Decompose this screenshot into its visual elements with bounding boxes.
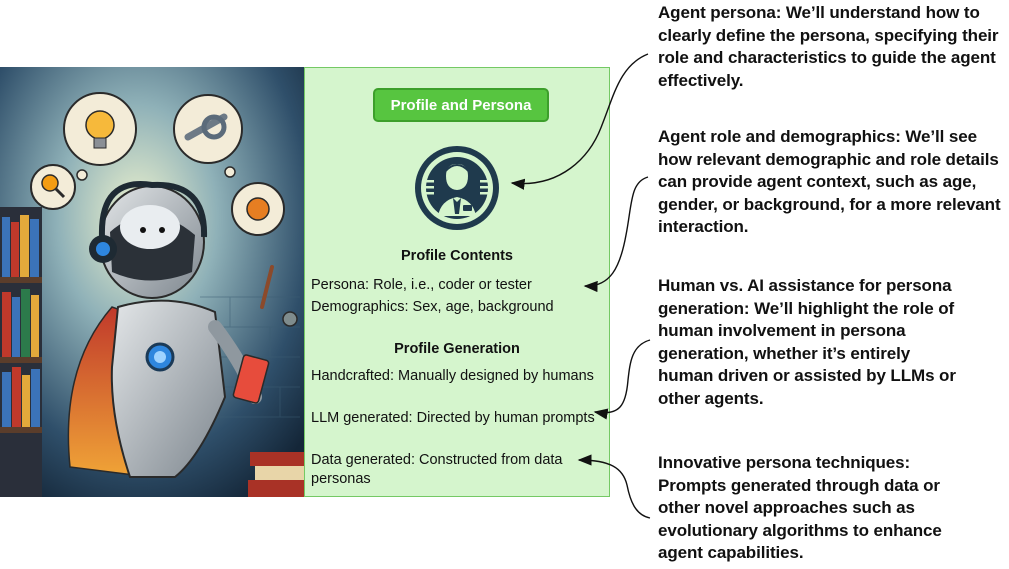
profile-generation-title: Profile Generation (394, 341, 520, 357)
panel-title: Profile and Persona (373, 88, 549, 122)
note-role-demographics: Agent role and demographics: We’ll see how relevant demographic and role details can provide agent context, such as age, gender, or background, for a more relevant interaction. (658, 127, 1001, 236)
profile-generation-item-llm: LLM generated: Directed by human prompts (311, 410, 595, 426)
profile-persona-panel (304, 67, 610, 497)
note-human-vs-ai: Human vs. AI assistance for persona generation: We’ll highlight the role of human involvement in persona generation, whether it’s entirely human driven or assisted by LLMs or other agents. (658, 276, 956, 408)
profile-contents-item-demographics: Demographics: Sex, age, background (311, 299, 554, 315)
persona-avatar-icon (413, 144, 501, 232)
profile-contents-title: Profile Contents (401, 248, 513, 264)
profile-contents-item-persona: Persona: Role, i.e., coder or tester (311, 277, 532, 293)
profile-generation-item-handcrafted: Handcrafted: Manually designed by humans (311, 368, 594, 384)
note-agent-persona: Agent persona: We’ll understand how to clearly define the persona, specifying their role and characteristics to guide the agent effectively. (658, 3, 999, 90)
profile-generation-item-data: Data generated: Constructed from data personas (311, 452, 563, 487)
robot-illustration (0, 67, 305, 497)
note-innovative-techniques: Innovative persona techniques: Prompts generated through data or other novel approaches such as evolutionary algorithms to enhance agent capabilities. (658, 453, 942, 562)
